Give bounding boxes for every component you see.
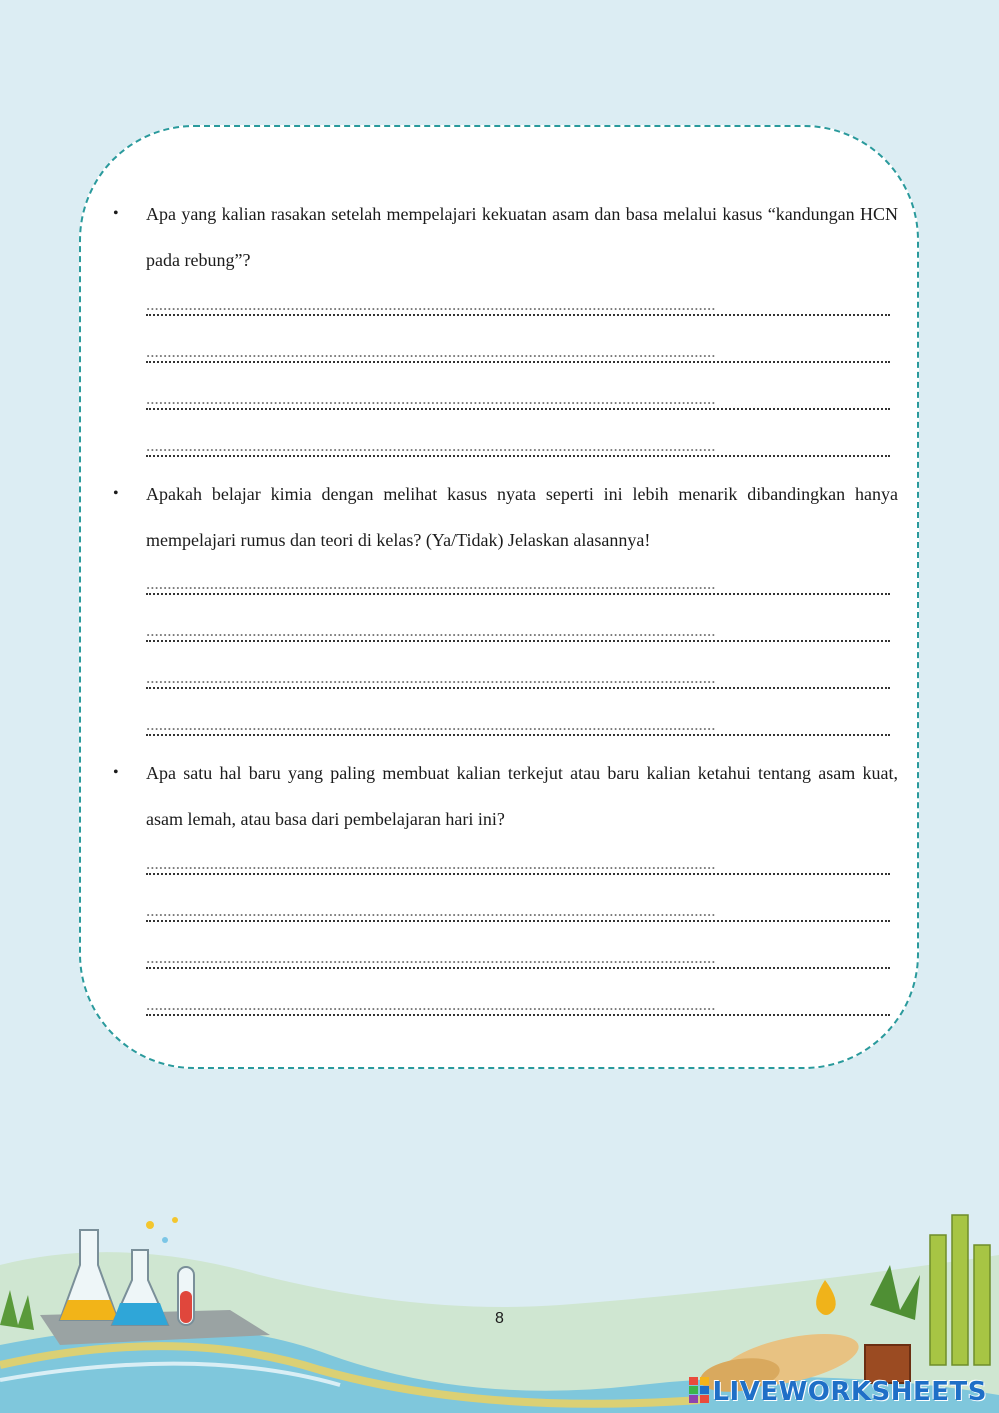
- answer-1-line-4[interactable]: [146, 437, 890, 457]
- question-2-text: Apakah belajar kimia dengan melihat kasus nyata seperti ini lebih menarik dibandingkan hanya mempelajari rumus dan teori di kelas? (Ya/Tidak) Jelaskan alasannya!: [146, 484, 898, 550]
- answer-3-line-1[interactable]: [146, 855, 890, 875]
- answer-2-line-4[interactable]: [146, 716, 890, 736]
- bamboo-icon: [930, 1215, 990, 1365]
- answer-1-line-2[interactable]: [146, 343, 890, 363]
- answer-1-line-3[interactable]: [146, 390, 890, 410]
- answer-3-line-4[interactable]: [146, 996, 890, 1016]
- answer-1-line-1[interactable]: [146, 296, 890, 316]
- liveworksheets-watermark: [688, 1376, 987, 1407]
- watermark-text: LIVEWORKSHEETS: [712, 1377, 987, 1407]
- bullet-2: •: [113, 485, 119, 502]
- bullet-1: •: [113, 205, 119, 222]
- answer-2-line-1[interactable]: [146, 575, 890, 595]
- answer-3-line-3[interactable]: [146, 949, 890, 969]
- answer-3-line-2[interactable]: [146, 902, 890, 922]
- answer-2-line-3[interactable]: [146, 669, 890, 689]
- question-3-text: Apa satu hal baru yang paling membuat kalian terkejut atau baru kalian ketahui tentang asam kuat, asam lemah, atau basa dari pembelajaran hari ini?: [146, 763, 898, 829]
- answer-2-line-2[interactable]: [146, 622, 890, 642]
- bullet-3: •: [113, 764, 119, 781]
- question-1-text: Apa yang kalian rasakan setelah mempelajari kekuatan asam dan basa melalui kasus “kandungan HCN pada rebung”?: [146, 204, 898, 270]
- liveworksheets-logo-icon: [688, 1376, 710, 1404]
- page-number: 8: [495, 1310, 504, 1327]
